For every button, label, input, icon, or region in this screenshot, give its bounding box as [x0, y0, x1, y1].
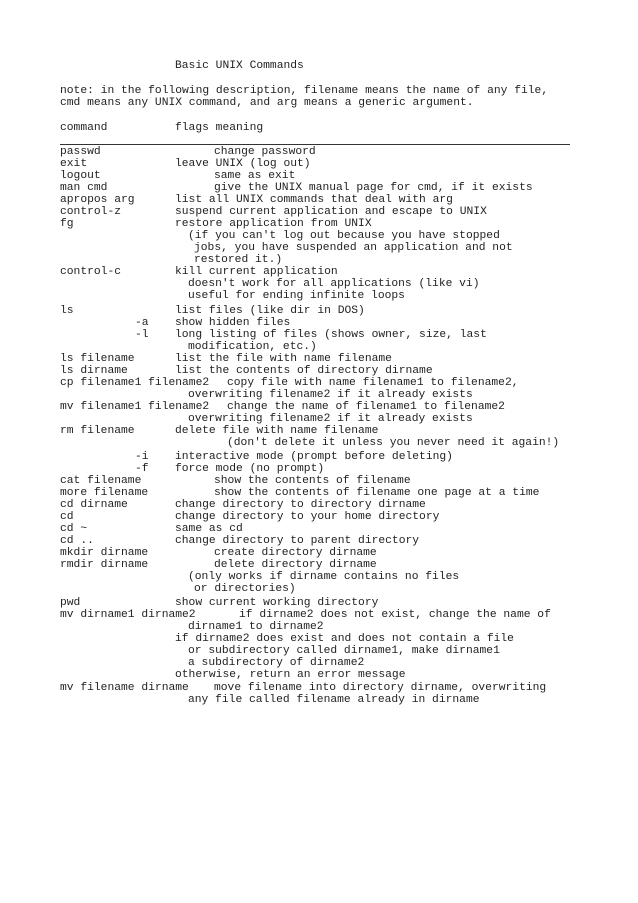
command-cell: control-c	[60, 266, 122, 278]
description-cell: doesn't work for all applications (like vi)	[188, 278, 480, 290]
description-cell: show the contents of filename one page at a time	[214, 487, 540, 499]
header-flags-meaning: flags meaning	[175, 122, 264, 134]
description-cell: modification, etc.)	[188, 341, 317, 353]
description-cell: change directory to your home directory	[175, 511, 440, 523]
description-cell: restored it.)	[194, 254, 283, 266]
description-cell: same as exit	[214, 170, 296, 182]
description-cell: change the name of filename1 to filename2	[227, 401, 505, 413]
description-cell: suspend current application and escape to UNIX	[175, 206, 487, 218]
description-cell: list files (like dir in DOS)	[175, 305, 365, 317]
description-cell: show hidden files	[175, 317, 291, 329]
flag-cell: -a	[135, 317, 149, 329]
description-cell: change directory to directory dirname	[175, 499, 426, 511]
description-cell: kill current application	[175, 266, 338, 278]
description-cell: change password	[214, 146, 316, 158]
command-cell: cd ~	[60, 523, 88, 535]
command-cell: mv dirname1 dirname2	[60, 609, 196, 621]
description-cell: same as cd	[175, 523, 243, 535]
description-cell: useful for ending infinite loops	[188, 290, 405, 302]
header-command: command	[60, 122, 108, 134]
description-cell: show current working directory	[175, 597, 379, 609]
note-line-1: note: in the following description, filename means the name of any file,	[60, 85, 549, 97]
command-cell: fg	[60, 218, 74, 230]
note-line-2: cmd means any UNIX command, and arg means a generic argument.	[60, 97, 474, 109]
command-cell: apropos arg	[60, 194, 135, 206]
description-cell: otherwise, return an error message	[175, 669, 406, 681]
header-divider	[60, 144, 570, 145]
command-cell: man cmd	[60, 182, 108, 194]
description-cell: (don't delete it unless you never need it again!)	[227, 437, 560, 449]
description-cell: (if you can't log out because you have stopped	[188, 230, 500, 242]
description-cell: any file called filename already in dirname	[188, 694, 480, 706]
description-cell: a subdirectory of dirname2	[188, 657, 365, 669]
command-cell: ls filename	[60, 353, 135, 365]
command-cell: mkdir dirname	[60, 547, 149, 559]
description-cell: create directory dirname	[214, 547, 377, 559]
description-cell: list the contents of directory dirname	[175, 365, 433, 377]
description-cell: delete file with name filename	[175, 425, 379, 437]
command-cell: ls	[60, 305, 74, 317]
command-cell: mv filename1 filename2	[60, 401, 210, 413]
description-cell: restore application from UNIX	[175, 218, 372, 230]
command-cell: mv filename dirname	[60, 682, 189, 694]
command-cell: more filename	[60, 487, 149, 499]
command-cell: pwd	[60, 597, 81, 609]
description-cell: list all UNIX commands that deal with arg	[175, 194, 453, 206]
description-cell: copy file with name filename1 to filename2,	[227, 377, 519, 389]
command-cell: ls dirname	[60, 365, 128, 377]
description-cell: dirname1 to dirname2	[188, 621, 324, 633]
description-cell: jobs, you have suspended an application and not	[194, 242, 513, 254]
flag-cell: -f	[135, 463, 149, 475]
command-cell: logout	[60, 170, 101, 182]
command-cell: rmdir dirname	[60, 559, 149, 571]
description-cell: show the contents of filename	[214, 475, 411, 487]
description-cell: if dirname2 does not exist, change the name of	[239, 609, 551, 621]
command-cell: cd	[60, 511, 74, 523]
command-cell: control-z	[60, 206, 122, 218]
page-title: Basic UNIX Commands	[175, 60, 304, 72]
command-cell: cd dirname	[60, 499, 128, 511]
flag-cell: -l	[135, 329, 149, 341]
description-cell: or directories)	[194, 583, 296, 595]
description-cell: (only works if dirname contains no files	[188, 571, 460, 583]
description-cell: or subdirectory called dirname1, make dirname1	[188, 645, 500, 657]
command-cell: passwd	[60, 146, 101, 158]
description-cell: change directory to parent directory	[175, 535, 420, 547]
command-cell: exit	[60, 158, 88, 170]
description-cell: give the UNIX manual page for cmd, if it exists	[214, 182, 533, 194]
description-cell: force mode (no prompt)	[175, 463, 325, 475]
flag-cell: -i	[135, 451, 149, 463]
command-cell: cat filename	[60, 475, 142, 487]
command-cell: rm filename	[60, 425, 135, 437]
description-cell: if dirname2 does exist and does not contain a file	[175, 633, 514, 645]
description-cell: list the file with name filename	[175, 353, 392, 365]
description-cell: interactive mode (prompt before deleting)	[175, 451, 453, 463]
command-cell: cp filename1 filename2	[60, 377, 210, 389]
description-cell: overwriting filename2 if it already exists	[188, 389, 473, 401]
description-cell: leave UNIX (log out)	[175, 158, 311, 170]
description-cell: long listing of files (shows owner, size, last	[175, 329, 487, 341]
command-cell: cd ..	[60, 535, 94, 547]
description-cell: delete directory dirname	[214, 559, 377, 571]
description-cell: overwriting filename2 if it already exists	[188, 413, 473, 425]
description-cell: move filename into directory dirname, overwriting	[214, 682, 547, 694]
